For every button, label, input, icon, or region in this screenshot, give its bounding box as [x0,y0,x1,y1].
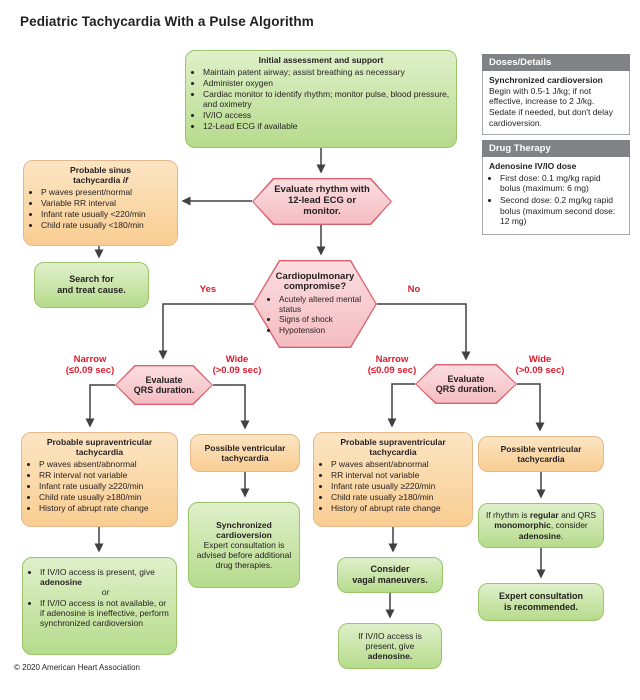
hexagon-line: QRS duration. [435,384,497,394]
box-title [49,165,153,185]
bullet-list [27,459,172,513]
hexagon-line: Evaluate [447,373,485,384]
bullet-item: • Child rate usually ≥180/min [331,492,467,502]
bullet-item: • Hypotension [279,326,362,336]
box-line: Search for [69,274,114,285]
wide-label-left [199,355,275,376]
bullet-bold-text: adenosine [40,577,83,588]
cardiopulmonary-compromise-hexagon [253,260,377,348]
bullet-item: • P waves absent/abnormal [331,459,467,469]
box-title: Initial assessment and support [258,55,384,65]
bullet-item: • P waves present/normal [41,187,172,197]
bullet-list [29,187,172,230]
bullet-item: • Acutely altered mental status [279,295,362,314]
title-text: Probable sinus tachycardia [70,165,131,186]
doses-details-header: Doses/Details [482,54,630,71]
box-body: Expert consultation is advised before additional drug therapies. [196,539,292,571]
bullet-item: • P waves absent/abnormal [39,459,172,469]
wide-sub-text: (>0.09 sec) [212,364,262,376]
bullet-list [319,459,467,513]
sinus-tachycardia-box [23,160,178,246]
bullet-list [28,567,171,628]
initial-assessment-box [185,50,457,148]
drug-therapy-header: Drug Therapy [482,140,630,157]
bullet-item: • First dose: 0.1 mg/kg rapid bolus (maximum: 6 mg) [500,173,623,194]
wide-label-right [505,355,575,376]
bullet-item: • Child rate usually <180/min [41,220,172,230]
box-text-regular: If IV/IO access is present, give [358,630,422,651]
text-run-bold: regular [529,510,559,521]
bullet-item: • Cardiac monitor to identify rhythm; monitor pulse, blood pressure, and oximetry [203,89,451,109]
text-run: and QRS [558,510,597,521]
bullet-item [40,598,171,628]
iv-io-adenosine-box-right [338,623,442,669]
narrow-text: Narrow [375,354,409,365]
bullet-item: • Child rate usually ≥180/min [39,492,172,502]
hexagon-line: QRS duration. [133,385,195,395]
bullet-item: • Administer oxygen [203,78,451,88]
expert-consultation-box [478,583,604,621]
vt-box-right [478,436,604,472]
adenosine-dose-note [482,157,630,235]
wide-sub-text: (>0.09 sec) [515,364,565,376]
vagal-maneuvers-box [337,557,443,593]
iv-io-adenosine-box-left [22,557,177,655]
note-title: Adenosine IV/IO dose [489,161,577,172]
bullet-item: • Infant rate usually <220/min [41,209,172,219]
bullet-item: • Variable RR interval [41,198,172,208]
copyright-text: © 2020 American Heart Association [14,663,140,672]
bullet-item: • History of abrupt rate change [331,503,467,513]
narrow-text: Narrow [73,354,107,365]
text-run: , consider [550,520,588,531]
narrow-sub-text: (≤0.09 sec) [367,364,417,376]
bullet-item: • Infant rate usually ≥220/min [331,481,467,491]
bullet-item: • 12-Lead ECG if available [203,121,451,131]
synchronized-cardioversion-note [482,71,630,135]
or-text: or [101,587,110,598]
wide-text: Wide [528,354,552,365]
note-title: Synchronized cardioversion [489,75,603,85]
svt-box-right [313,432,473,527]
box-line: vagal maneuvers. [352,575,428,585]
hexagon-title: Cardiopulmonary compromise? [275,270,355,293]
bullet-item: • Signs of shock [279,315,362,325]
bullet-item: • RR interval not variable [39,470,172,480]
box-line: Consider [370,564,410,575]
box-line: and treat cause. [57,285,126,295]
bullet-item: • IV/IO access [203,110,451,120]
bullet-list [268,295,362,336]
text-run: . [560,530,564,541]
bullet-item: • Maintain patent airway; assist breathing as necessary [203,67,451,77]
bullet-item: • History of abrupt rate change [39,503,172,513]
box-text-bold: adenosine. [367,651,413,661]
narrow-label-right [352,355,432,376]
box-title: Possible ventricular tachycardia [500,443,582,464]
bullet-text: If IV/IO access is present, give [40,567,155,577]
bullet-item [40,567,171,597]
text-run-bold: adenosine [518,530,561,541]
box-text [344,631,436,661]
bullet-item: • Second dose: 0.2 mg/kg rapid bolus (maximum second dose: 12 mg) [500,195,623,227]
hexagon-text: Evaluate rhythm with 12-lead ECG or monitor. [274,184,370,217]
bullet-text: If IV/IO access is not available, or if adenosine is ineffective, perform synchronized cardioversion [40,598,169,629]
box-line: Expert consultation [498,591,583,602]
text-run: If rhythm is [485,510,530,521]
vt-box-left [190,434,300,472]
yes-label: Yes [199,284,217,295]
bullet-list [191,67,451,131]
note-body: Begin with 0.5-1 J/kg; if not effective, increase to 2 J/kg. Sedate if needed, but don't delay cardioversion. [489,85,614,128]
bullet-list [489,173,623,227]
no-label: No [407,284,421,295]
wide-text: Wide [225,354,249,365]
bullet-item: • RR interval not variable [331,470,467,480]
consider-adenosine-box [478,503,604,548]
doses-details-panel [482,54,630,235]
text-run-bold: monomorphic [494,520,551,531]
box-text [484,510,598,540]
box-title: Probable supraventricular tachycardia [340,437,446,458]
box-title: Probable supraventricular tachycardia [46,437,153,458]
bullet-item: • Infant rate usually ≥220/min [39,481,172,491]
svt-box-left [21,432,178,527]
box-title: Synchronized cardioversion [216,519,272,540]
search-treat-cause-box [34,262,149,308]
hexagon-line: Evaluate [145,374,183,385]
page-title: Pediatric Tachycardia With a Pulse Algorithm [20,14,314,29]
narrow-sub-text: (≤0.09 sec) [65,364,115,376]
evaluate-rhythm-hexagon [252,178,392,225]
narrow-label-left [50,355,130,376]
title-if: if [122,175,128,186]
box-title: Possible ventricular tachycardia [204,442,286,463]
box-line: is recommended. [503,602,579,612]
synchronized-cardioversion-box [188,502,300,588]
